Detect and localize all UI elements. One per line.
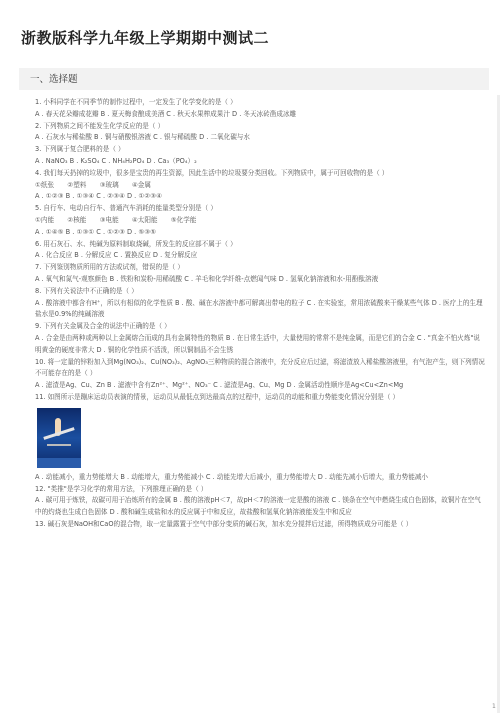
question-line: 9. 下列有关金属及合金的说法中正确的是（ ） xyxy=(35,322,171,331)
question-line: A . ①②③ B . ①③④ C . ②③④ D . ①②③④ xyxy=(35,192,163,201)
question-line: 7. 下列鉴别物质所用的方法或试剂，错误的是（ ） xyxy=(35,263,184,272)
question-line: A . 石灰水与稀盐酸 B . 铜与硝酸银溶液 C . 银与稀硫酸 D . 二氧化碳与水 xyxy=(35,133,250,142)
scrollbar[interactable] xyxy=(497,95,500,713)
question-line: 11. 如图所示是蹦床运动员表演的情景，运动员从最低点到达最高点的过程中，运动员的动能和重力势能变化情况分别是（ ） xyxy=(35,392,400,401)
question-line: ①纸张 ②塑料 ③玻璃 ④金属 xyxy=(35,180,151,189)
question-line: A . 化合反应 B . 分解反应 C . 置换反应 D . 复分解反应 xyxy=(35,251,198,260)
question-line: A . 碳可用于炼铁，故碳可用于冶炼所有的金属 B . 酸的溶液pH＜7，故pH＜7的溶液一定是酸的溶液 C . 镁条在空气中燃烧生成白色固体，故铜片在空气中的灼烧也生成白色固体 D . 酸和碱生成盐和水的反应属于中和反应，故盐酸和氢氧化钠溶液能发生中和反应 xyxy=(35,496,481,517)
section-title: 一、选择题 xyxy=(30,74,78,85)
page-title: 浙教版科学九年级上学期期中测试二 xyxy=(21,29,270,47)
question-line: 1. 小科同学在不同季节的制作过程中，一定发生了化学变化的是（ ） xyxy=(35,98,237,106)
question-line: 13. 碱石灰是NaOH和CaO的混合物，取一定量露置于空气中部分变质的碱石灰，加水充分搅拌后过滤，所得物质成分可能是（ ） xyxy=(35,519,413,528)
question-line: A . 滤渣是Ag、Cu、Zn B . 滤液中含有Zn²⁺、Mg²⁺、NO₃⁻ C . 滤渣是Ag、Cu、Mg D . 金属活动性顺序是Ag<Cu<Zn<Mg xyxy=(35,381,404,390)
question-line: 8. 下列有关说法中不正确的是（ ） xyxy=(35,286,138,295)
question-line: A . ①④⑤ B . ①③① C . ①②③ D . ⑤③⑤ xyxy=(35,227,157,236)
question-line: 2. 下列物质之间不能发生化学反应的是（ ） xyxy=(35,121,165,130)
question-line: A . 动能减小，重力势能增大 B . 动能增大，重力势能减小 C . 动能先增大后减小，重力势能增大 D . 动能先减小后增大，重力势能减小 xyxy=(35,472,429,481)
question-line: A . 合金是由两种或两种以上金属熔合而成的具有金属特性的物质 B . 在日常生活中，大量使用的常常不是纯金属，而是它们的合金 C . "真金不怕火炼"说明黄金的硬度非常大 D . 铜的化学性质不活泼，所以铜制品不会生锈 xyxy=(35,333,480,354)
section-header-bar xyxy=(19,68,489,90)
question-line: 3. 下列属于复合肥料的是（ ） xyxy=(35,145,125,154)
question-line: 4. 我们每天扔掉的垃圾中，很多是宝贵的再生资源，因此生活中的垃圾要分类回收。下列物质中，属于可回收物的是（ ） xyxy=(35,168,389,177)
question-line: 6. 用石灰石、水、纯碱为原料制取烧碱，所发生的反应部不属于（ ） xyxy=(35,239,237,248)
question-line: 12. "类推"是学习化学的常用方法，下列推理正确的是（ ） xyxy=(35,484,208,493)
question-line: A . NaNO₃ B . K₂SO₄ C . NH₄H₂PO₄ D . Ca₃（PO₄）₂ xyxy=(35,156,197,165)
page-number: 1 xyxy=(492,703,496,710)
question-line: A . 氧气和氮气-观察颜色 B . 铁粉和炭粉-用稀硫酸 C . 羊毛和化学纤维-点燃闻气味 D . 氢氧化钠溶液和水-用酚酞溶液 xyxy=(35,274,379,283)
trampoline-image xyxy=(37,408,81,468)
question-line: A . 酸溶液中都含有H⁺，所以有相似的化学性质 B . 酸、碱在水溶液中都可解离出带电的粒子 C . 在实验室，常用浓硫酸来干燥某些气体 D . 医疗上的生理盐水是0.9%的纯碱溶液 xyxy=(35,298,483,319)
question-line: A . 春天花朵瓣成花瓣 B . 夏天梅食酿成美酒 C . 秋天水果榨成果汁 D . 冬天冰砖凿成冰雕 xyxy=(35,109,297,118)
question-line: 5. 自行车、电动自行车、普通汽车消耗的能量类型分别是（ ） xyxy=(35,204,217,213)
question-line: 10. 将一定量的锌粉加入到Mg(NO₃)₂、Cu(NO₃)₂、AgNO₃三种物质的混合溶液中，充分反应后过滤，将滤渣放入稀盐酸溶液里，有气泡产生，则下列情况不可能存在的是（ ） xyxy=(35,357,485,378)
question-line: ①内能 ②核能 ③电能 ④太阳能 ⑤化学能 xyxy=(35,215,197,224)
question-list xyxy=(19,97,486,531)
